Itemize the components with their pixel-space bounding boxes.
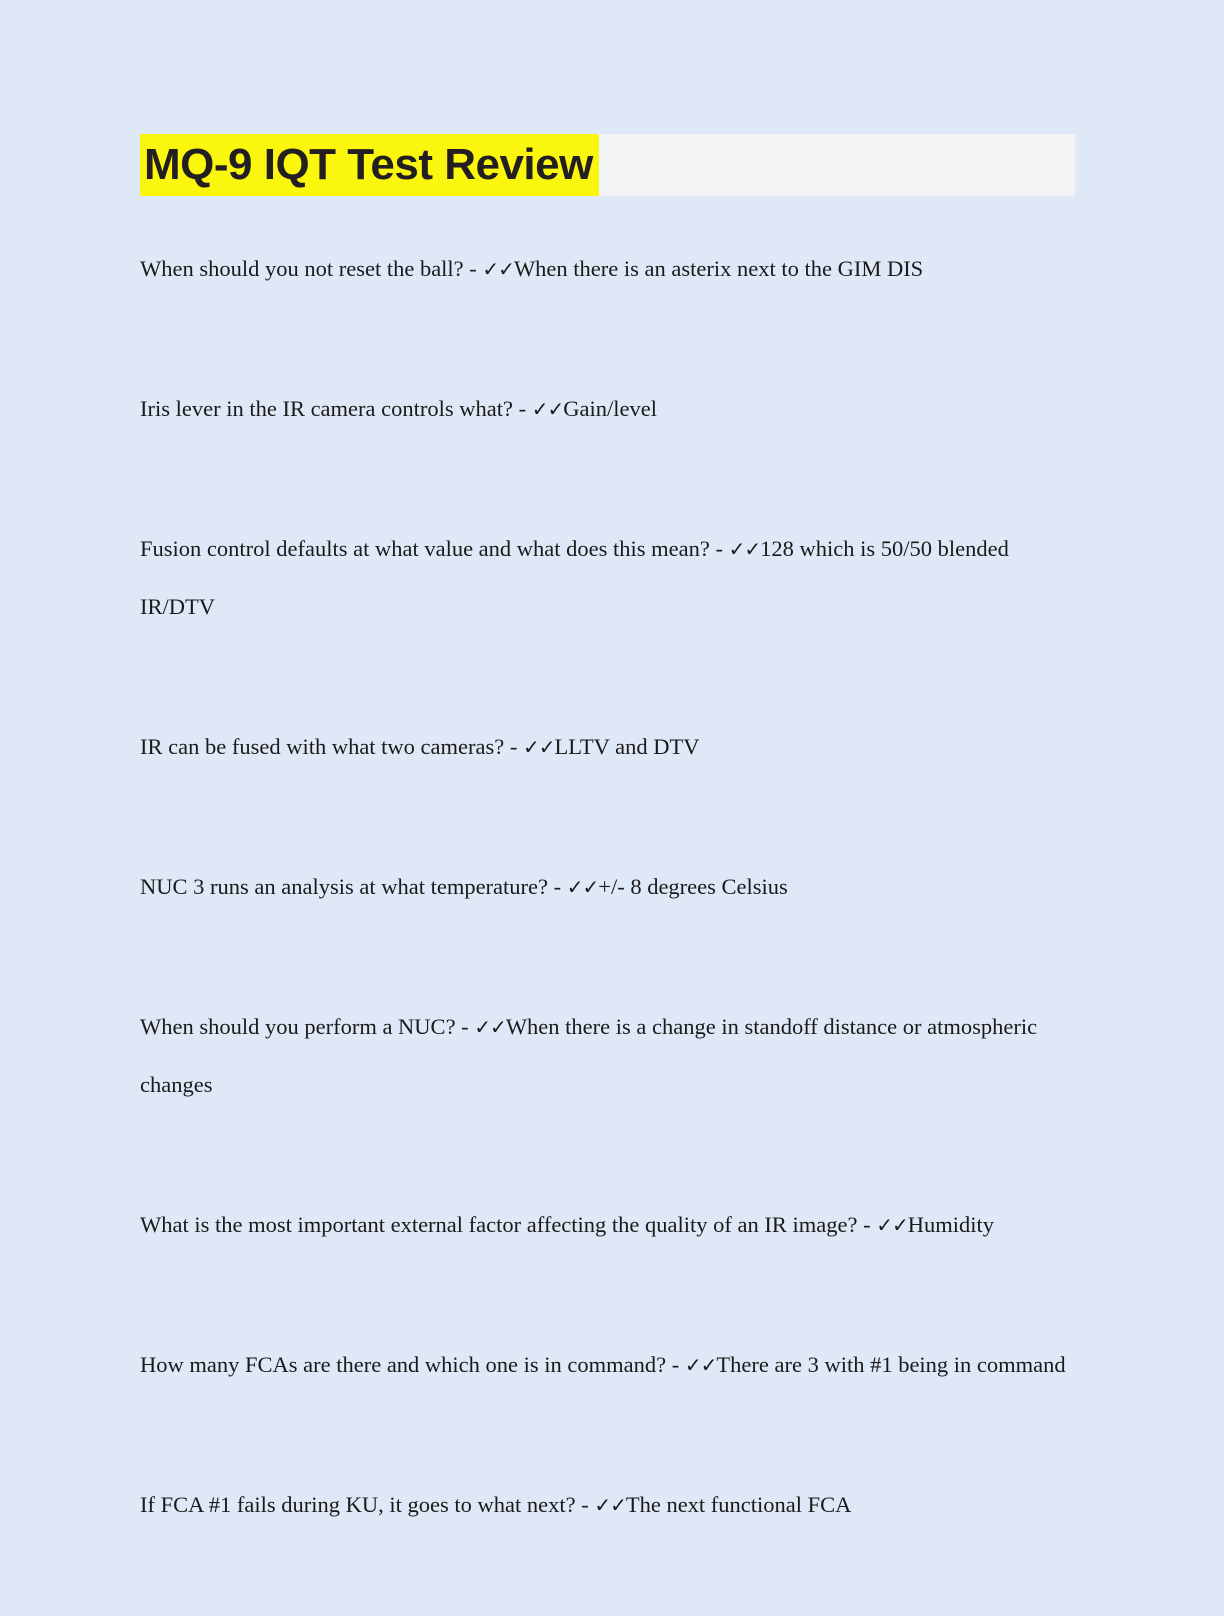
question-text: How many FCAs are there and which one is in command? - [140, 1352, 685, 1377]
check-marks-icon: ✓✓ [482, 257, 514, 281]
answer-text: Humidity [907, 1212, 994, 1237]
check-marks-icon: ✓✓ [531, 397, 564, 421]
page-title: MQ-9 IQT Test Review [144, 140, 593, 189]
answer-text: There are 3 with #1 being in command [716, 1352, 1066, 1377]
qa-line [140, 240, 1080, 298]
question-text: When should you perform a NUC? - [140, 1014, 475, 1039]
answer-text: Gain/level [563, 396, 657, 421]
qa-line [140, 380, 1080, 438]
question-text: If FCA #1 fails during KU, it goes to what next? - [140, 1492, 595, 1517]
answer-text: When there is a change in standoff distance or atmospheric changes [140, 1014, 1038, 1097]
check-marks-icon: ✓✓ [594, 1493, 626, 1517]
qa-line [140, 1196, 1080, 1254]
title-band [140, 134, 1075, 196]
qa-item [140, 1196, 1080, 1254]
answer-text: When there is an asterix next to the GIM DIS [513, 256, 924, 281]
qa-list [140, 240, 1080, 1616]
question-text: NUC 3 runs an analysis at what temperature? - [140, 874, 567, 899]
qa-line [140, 718, 1080, 776]
qa-line [140, 858, 1080, 916]
qa-item [140, 1476, 1080, 1534]
qa-item [140, 998, 1080, 1114]
check-marks-icon: ✓✓ [728, 537, 761, 561]
question-text: Iris lever in the IR camera controls what? - [140, 396, 532, 421]
qa-item [140, 520, 1080, 636]
qa-item [140, 858, 1080, 916]
qa-line [140, 1476, 1080, 1534]
check-marks-icon: ✓✓ [474, 1015, 506, 1039]
check-marks-icon: ✓✓ [684, 1353, 717, 1377]
answer-text: +/- 8 degrees Celsius [598, 874, 788, 899]
qa-line [140, 998, 1080, 1114]
question-text: What is the most important external factor affecting the quality of an IR image? - [140, 1212, 877, 1237]
question-text: Fusion control defaults at what value and what does this mean? - [140, 536, 729, 561]
question-text: IR can be fused with what two cameras? - [140, 734, 523, 759]
qa-item [140, 718, 1080, 776]
answer-text: The next functional FCA [625, 1492, 852, 1517]
qa-item [140, 380, 1080, 438]
check-marks-icon: ✓✓ [566, 875, 599, 899]
qa-line [140, 520, 1080, 636]
question-text: When should you not reset the ball? - [140, 256, 483, 281]
check-marks-icon: ✓✓ [876, 1213, 908, 1237]
title-highlight [140, 134, 599, 196]
answer-text: 128 which is 50/50 blended IR/DTV [140, 536, 1009, 619]
qa-item [140, 240, 1080, 298]
qa-line [140, 1336, 1080, 1394]
check-marks-icon: ✓✓ [522, 735, 555, 759]
qa-item [140, 1336, 1080, 1394]
answer-text: LLTV and DTV [554, 734, 700, 759]
